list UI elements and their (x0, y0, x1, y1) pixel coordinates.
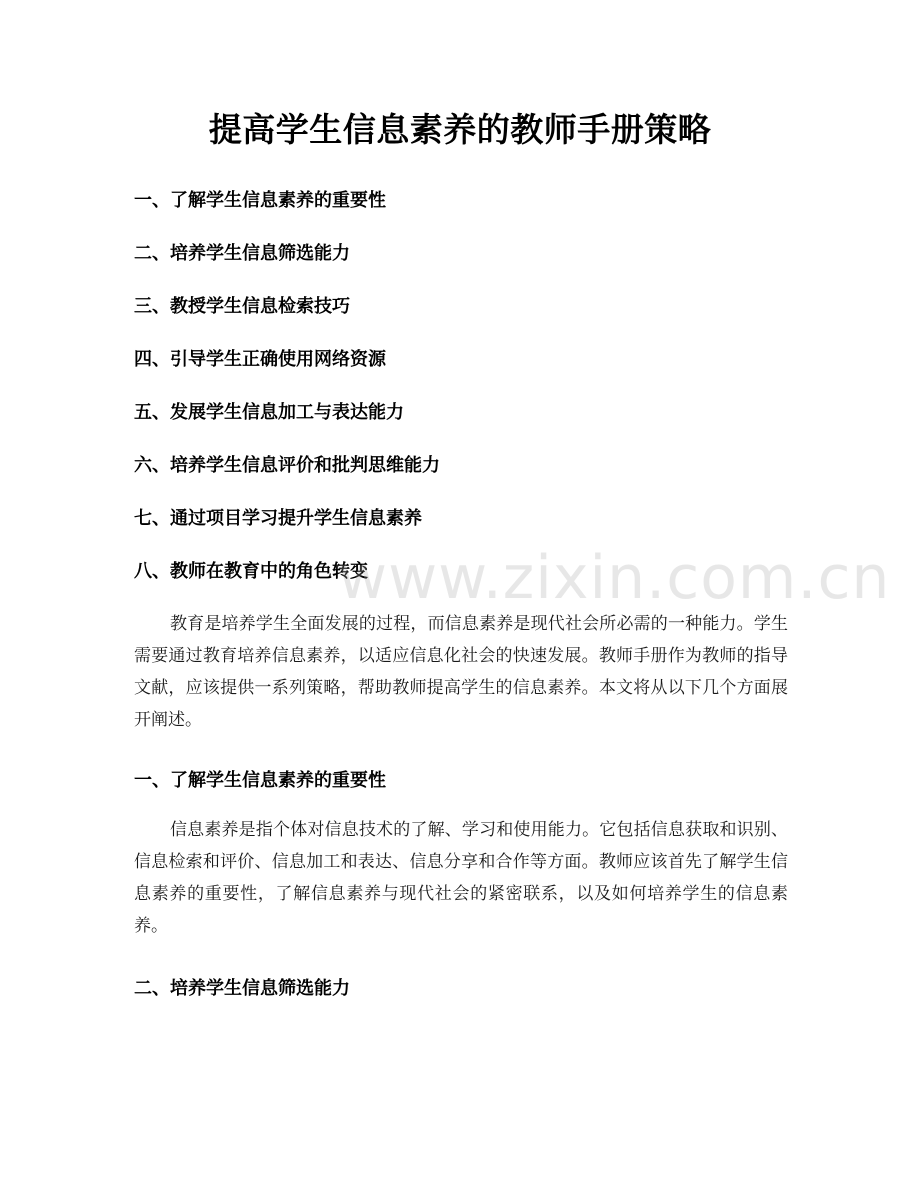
watermark: www.zixin.com.cn (338, 543, 891, 613)
toc-item-6[interactable]: 六、培养学生信息评价和批判思维能力 (134, 455, 440, 476)
section-heading-1: 一、了解学生信息素养的重要性 (134, 770, 386, 791)
document-title: 提高学生信息素养的教师手册策略 (208, 110, 712, 149)
section-body-1: 信息素养是指个体对信息技术的了解、学习和使用能力。它包括信息获取和识别、信息检索和评价、信息加工和表达、信息分享和合作等方面。教师应该首先了解学生信息素养的重要性，了解信息素养与现代社会的紧密联系，以及如何培养学生的信息素养。 (134, 820, 788, 936)
toc-item-4[interactable]: 四、引导学生正确使用网络资源 (134, 349, 386, 370)
table-of-contents (134, 186, 794, 610)
toc-item-3[interactable]: 三、教授学生信息检索技巧 (134, 296, 350, 317)
section-heading-2: 二、培养学生信息筛选能力 (134, 978, 350, 999)
toc-item-1[interactable]: 一、了解学生信息素养的重要性 (134, 190, 386, 211)
toc-item-2[interactable]: 二、培养学生信息筛选能力 (134, 243, 350, 264)
toc-item-7[interactable]: 七、通过项目学习提升学生信息素养 (134, 508, 422, 529)
toc-item-5[interactable]: 五、发展学生信息加工与表达能力 (134, 402, 404, 423)
intro-paragraph: 教育是培养学生全面发展的过程，而信息素养是现代社会所必需的一种能力。学生需要通过教育培养信息素养，以适应信息化社会的快速发展。教师手册作为教师的指导文献，应该提供一系列策略，帮助教师提高学生的信息素养。本文将从以下几个方面展开阐述。 (134, 614, 788, 730)
toc-item-8[interactable]: 八、教师在教育中的角色转变 (134, 561, 368, 582)
